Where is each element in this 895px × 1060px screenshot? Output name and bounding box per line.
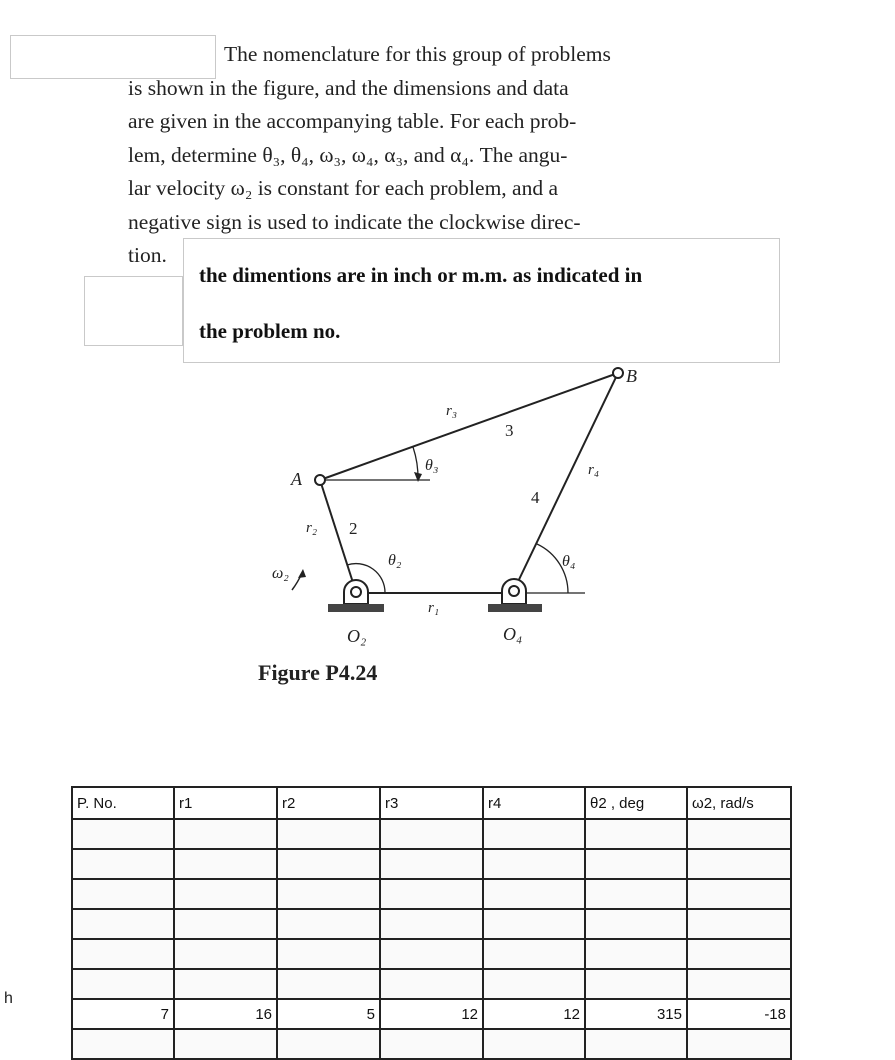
header-cell: P. No. (72, 787, 174, 819)
data-table (71, 786, 792, 1060)
table-row (72, 879, 791, 909)
label-O2: O₂ (347, 626, 367, 646)
link-3 (320, 373, 618, 480)
table-row (72, 939, 791, 969)
label-O4: O₄ (503, 624, 523, 644)
header-cell: r1 (174, 787, 277, 819)
statement-line: The nomenclature for this group of problems (224, 42, 611, 66)
figure-caption: Figure P4.24 (258, 660, 378, 685)
cell-r3: 12 (380, 999, 483, 1029)
header-cell: θ2 , deg (585, 787, 687, 819)
ground-pivot-O4 (488, 579, 542, 612)
table-row (72, 1029, 791, 1059)
table-row (72, 849, 791, 879)
table-header-row (72, 787, 791, 819)
header-cell: r3 (380, 787, 483, 819)
label-r3: r₃ (446, 403, 458, 419)
statement-line: lar velocity ω₂ is constant for each problem, and a (128, 176, 558, 200)
statement-line: are given in the accompanying table. For each prob- (128, 109, 577, 133)
header-cell: r4 (483, 787, 585, 819)
label-link4: 4 (531, 488, 540, 507)
statement-line: lem, determine θ₃, θ₄, ω₃, ω₄, α₃, and α₄. The angu- (128, 142, 568, 167)
cell-p-no: 7 (72, 999, 174, 1029)
label-r2: r₂ (306, 520, 318, 536)
label-link2: 2 (349, 519, 358, 538)
header-cell: r2 (277, 787, 380, 819)
pin-A (315, 475, 325, 485)
side-label: h (4, 990, 13, 1007)
statement-line: tion. (128, 243, 167, 267)
label-r1: r₁ (428, 600, 440, 616)
table-row (72, 819, 791, 849)
label-theta2: θ₂ (388, 552, 402, 569)
label-theta4: θ₄ (562, 553, 576, 570)
label-link3: 3 (505, 421, 514, 440)
cell-theta2: 315 (585, 999, 687, 1029)
note-line-1: the dimentions are in inch or m.m. as indicated in (199, 263, 643, 287)
table-row-problem-7 (72, 999, 791, 1029)
cell-r1: 16 (174, 999, 277, 1029)
table-row (72, 969, 791, 999)
cell-omega2: -18 (687, 999, 791, 1029)
ground-pivot-O2 (328, 580, 384, 612)
label-A: A (291, 469, 302, 489)
omega2-arrowhead (298, 569, 306, 578)
note-line-2: the problem no. (199, 319, 341, 343)
cell-r4: 12 (483, 999, 585, 1029)
label-r4: r₄ (588, 462, 600, 478)
table-row (72, 909, 791, 939)
pin-B (613, 368, 623, 378)
label-theta3: θ₃ (425, 457, 439, 474)
label-omega2: ω₂ (272, 565, 289, 582)
header-cell: ω2, rad/s (687, 787, 791, 819)
cell-r2: 5 (277, 999, 380, 1029)
statement-line: negative sign is used to indicate the clockwise direc- (128, 209, 581, 234)
statement-line: is shown in the figure, and the dimensions and data (128, 75, 569, 100)
label-B: B (626, 366, 637, 386)
